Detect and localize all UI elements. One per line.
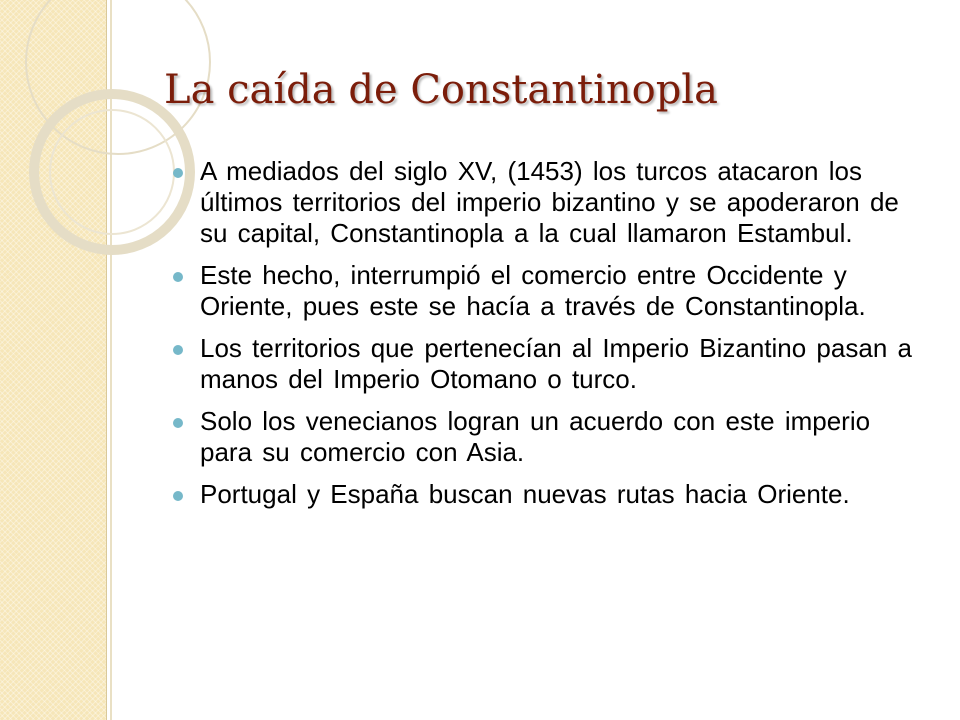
bullet-dot-icon (173, 491, 183, 501)
bullet-item (200, 406, 925, 468)
bullet-item (200, 260, 925, 322)
decorative-side-strip (0, 0, 107, 720)
bullet-text: A mediados del siglo XV, (1453) los turcos atacaron los últimos territorios del imperio bizantino y se apoderaron de su capital, Constantinopla a la cual llamaron Estambul. (200, 156, 899, 248)
bullet-dot-icon (173, 345, 183, 355)
bullet-text: Los territorios que pertenecían al Imperio Bizantino pasan a manos del Imperio Otomano o turco. (200, 333, 912, 394)
bullet-text: Este hecho, interrumpió el comercio entre Occidente y Oriente, pues este se hacía a través de Constantinopla. (200, 260, 866, 321)
bullet-dot-icon (173, 168, 183, 178)
bullet-text: Portugal y España buscan nuevas rutas hacia Oriente. (200, 479, 850, 509)
bullet-text: Solo los venecianos logran un acuerdo con este imperio para su comercio con Asia. (200, 406, 871, 467)
slide-title: La caída de Constantinopla (164, 67, 718, 113)
bullet-dot-icon (173, 272, 183, 282)
bullet-item (200, 479, 925, 510)
bullet-dot-icon (173, 418, 183, 428)
decorative-divider-line (110, 0, 112, 720)
bullet-list (200, 156, 925, 521)
bullet-item (200, 156, 925, 249)
bullet-item (200, 333, 925, 395)
